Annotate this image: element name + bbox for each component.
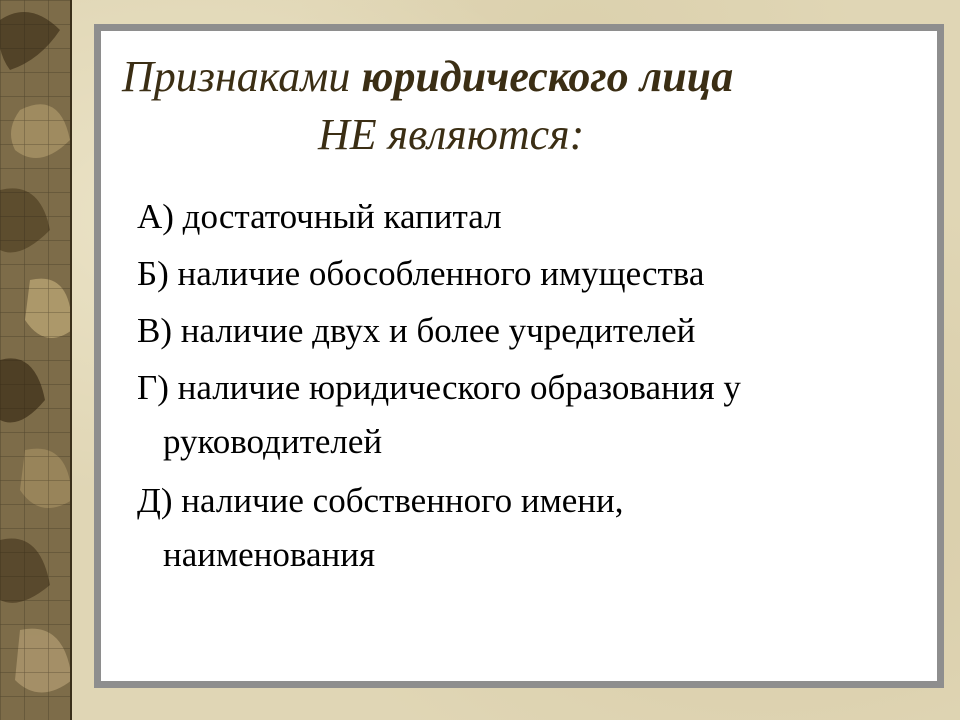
- decorative-side-strip: [0, 0, 72, 720]
- title-line-1: [122, 48, 733, 106]
- option-a: А) достаточный капитал: [137, 197, 502, 236]
- option-d-continuation: руководителей: [163, 422, 383, 461]
- title-normal-text: Признаками: [122, 52, 362, 101]
- title-line-2: НЕ являются:: [318, 110, 585, 159]
- title-bold-text: юридического лица: [361, 52, 734, 101]
- option-b: Б) наличие обособленного имущества: [137, 254, 705, 293]
- option-c: В) наличие двух и более учредителей: [137, 311, 696, 350]
- option-d: Г) наличие юридического образования у: [137, 368, 741, 407]
- leaf-pattern: [0, 0, 72, 720]
- option-e: Д) наличие собственного имени,: [137, 481, 624, 520]
- option-e-continuation: наименования: [163, 535, 376, 574]
